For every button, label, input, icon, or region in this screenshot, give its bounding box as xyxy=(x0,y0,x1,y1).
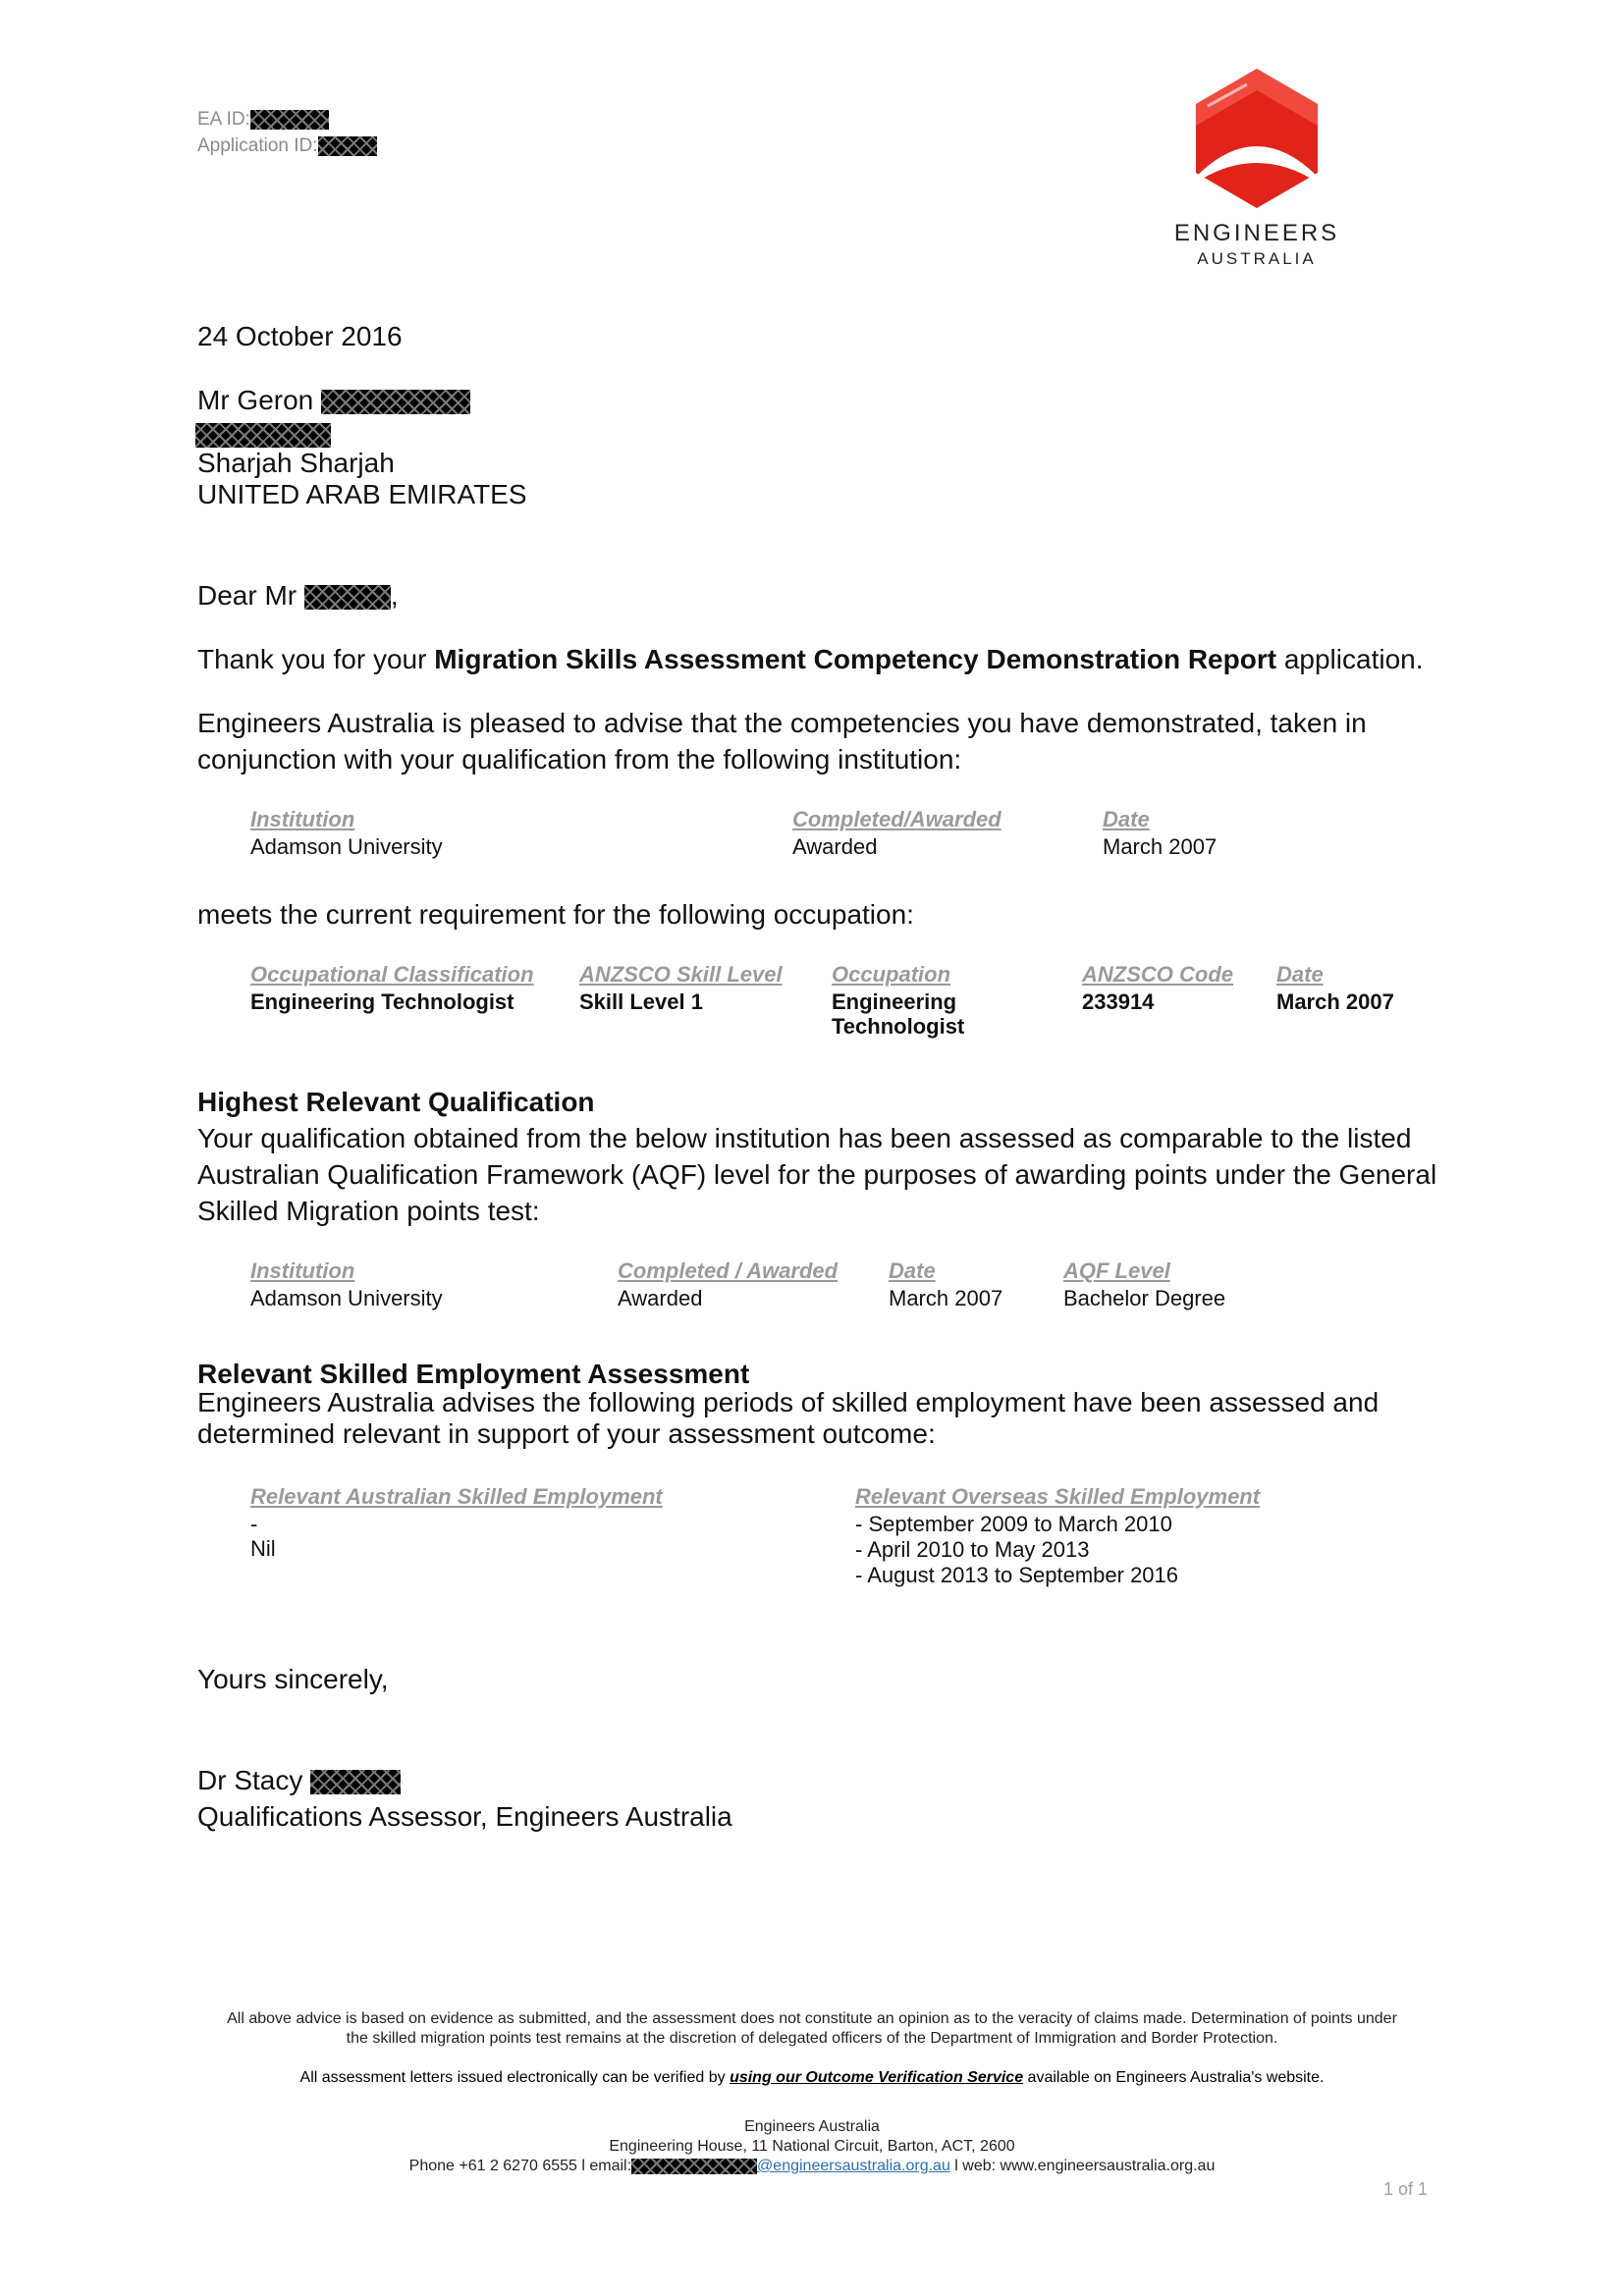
section-title-rsea: Relevant Skilled Employment Assessment xyxy=(197,1359,750,1389)
verification-service-link[interactable]: using our Outcome Verification Service xyxy=(730,2069,1024,2086)
closing: Yours sincerely, xyxy=(197,1664,389,1694)
footer-phone: Phone +61 2 6270 6555 l email: xyxy=(408,2158,632,2174)
table-header: Completed / Awarded xyxy=(618,1258,839,1283)
application-id-line xyxy=(197,133,377,159)
table-header: AQF Level xyxy=(1063,1258,1170,1283)
table-cell: Awarded xyxy=(792,834,878,859)
ea-id-label: EA ID: xyxy=(197,109,250,130)
footer-web: l web: www.engineersaustralia.org.au xyxy=(949,2158,1216,2174)
verify-suffix: available on Engineers Australia's website. xyxy=(1023,2069,1325,2086)
redaction-block xyxy=(250,110,329,130)
recipient-name-line xyxy=(197,382,470,418)
intro-paragraph xyxy=(197,641,1424,677)
table-cell: Engineering Technologist xyxy=(250,989,514,1014)
table-cell: March 2007 xyxy=(1103,834,1218,859)
table-cell: Adamson University xyxy=(250,1286,443,1310)
logo-hexagon-icon xyxy=(1149,67,1365,214)
table-header: Institution xyxy=(250,1258,355,1283)
redaction-block xyxy=(310,1770,401,1794)
intro-prefix: Thank you for your xyxy=(197,644,435,674)
table-cell: March 2007 xyxy=(1276,989,1394,1014)
table-header: Date xyxy=(1103,807,1150,831)
list-item: - April 2010 to May 2013 xyxy=(855,1537,1090,1562)
table-header: ANZSCO Skill Level xyxy=(579,962,783,987)
footer-disclaimer-2: the skilled migration points test remains at the discretion of delegated officers of the Department of Immigration and Border Protection. xyxy=(346,2030,1278,2047)
table-header: Occupation xyxy=(832,962,951,987)
application-id-label: Application ID: xyxy=(197,135,318,156)
redaction-block xyxy=(631,2159,757,2174)
table-header: Date xyxy=(1276,962,1324,987)
recipient-country: UNITED ARAB EMIRATES xyxy=(197,479,527,509)
verify-prefix: All assessment letters issued electronically can be verified by xyxy=(299,2069,731,2086)
table-cell: 233914 xyxy=(1082,989,1155,1014)
page-number: 1 of 1 xyxy=(1382,2179,1428,2199)
table-header: Occupational Classification xyxy=(250,962,534,987)
footer-email-link[interactable]: @engineersaustralia.org.au xyxy=(757,2158,950,2174)
footer-org: Engineers Australia xyxy=(744,2118,880,2135)
table-cell: Engineering Technologist xyxy=(832,989,965,1039)
table-header: Relevant Overseas Skilled Employment xyxy=(855,1484,1261,1509)
hrq-paragraph: Your qualification obtained from the below institution has been assessed as comparable to the listed Australian Qualification Framework (AQF) level for the purposes of awarding points under the General Skilled Migration points test: xyxy=(197,1123,1437,1226)
logo-text-engineers: ENGINEERS xyxy=(1173,220,1340,246)
table-header: Date xyxy=(889,1258,936,1283)
signature-name-line xyxy=(197,1762,401,1798)
table-cell: March 2007 xyxy=(889,1286,1003,1310)
redaction-block xyxy=(321,390,470,414)
table-header: Completed/Awarded xyxy=(792,807,1001,831)
competency-paragraph: Engineers Australia is pleased to advise that the competencies you have demonstrated, taken in conjunction with your qualification from the following institution: xyxy=(197,708,1367,774)
recipient-city: Sharjah Sharjah xyxy=(197,448,395,478)
salutation: Dear Mr , xyxy=(197,580,399,611)
footer-contact xyxy=(0,2157,1624,2176)
table-header: Institution xyxy=(250,807,355,831)
intro-bold: Migration Skills Assessment Competency Demonstration Report xyxy=(434,644,1277,674)
intro-suffix: application. xyxy=(1276,644,1424,674)
list-item: - September 2009 to March 2010 xyxy=(855,1512,1172,1536)
list-item: - August 2013 to September 2016 xyxy=(855,1563,1179,1587)
table-cell: Awarded xyxy=(618,1286,703,1310)
salutation-text: Dear Mr xyxy=(197,580,298,611)
recipient-name: Mr Geron xyxy=(197,385,314,415)
table-header: Relevant Australian Skilled Employment xyxy=(250,1484,663,1509)
signature-title: Qualifications Assessor, Engineers Australia xyxy=(197,1801,732,1832)
footer-verify xyxy=(0,2068,1624,2088)
footer-address: Engineering House, 11 National Circuit, Barton, ACT, 2600 xyxy=(609,2138,1015,2155)
ea-id-line xyxy=(197,106,329,133)
redaction-block xyxy=(304,585,391,610)
logo-text-australia: AUSTRALIA xyxy=(1197,249,1317,268)
table-cell: Bachelor Degree xyxy=(1063,1286,1226,1310)
table-cell: Skill Level 1 xyxy=(579,989,703,1014)
redaction-block xyxy=(318,136,377,156)
footer-disclaimer-1: All above advice is based on evidence as submitted, and the assessment does not constitute an opinion as to the veracity of claims made. Determination of points under xyxy=(227,2010,1397,2027)
occupation-paragraph: meets the current requirement for the following occupation: xyxy=(197,899,914,930)
list-item: - Nil xyxy=(250,1512,276,1561)
rsea-paragraph: Engineers Australia advises the following periods of skilled employment have been assessed and determined relevant in support of your assessment outcome: xyxy=(197,1387,1380,1449)
section-title-hrq: Highest Relevant Qualification xyxy=(197,1087,595,1117)
signature-name: Dr Stacy xyxy=(197,1765,303,1795)
letter-date: 24 October 2016 xyxy=(197,321,403,351)
engineers-australia-logo xyxy=(1149,67,1365,273)
table-header: ANZSCO Code xyxy=(1082,962,1233,987)
table-cell: Adamson University xyxy=(250,834,443,859)
